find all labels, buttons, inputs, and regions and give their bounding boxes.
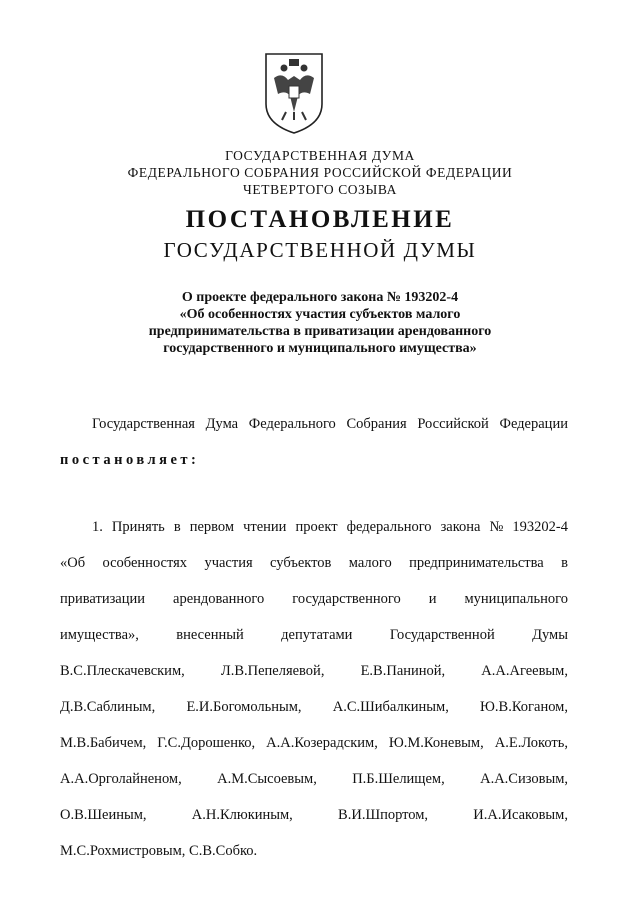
deputy-name: А.Н.Клюкиным, (191, 807, 293, 823)
org-line: ФЕДЕРАЛЬНОГО СОБРАНИЯ РОССИЙСКОЙ ФЕДЕРАЦИИ (127, 165, 513, 180)
document-title: ПОСТАНОВЛЕНИЕ (185, 206, 455, 233)
deputy-name: Д.В.Саблиным, (60, 699, 156, 715)
word: закона (440, 519, 481, 535)
subject-block (0, 289, 640, 357)
word: государственного (292, 591, 401, 607)
preamble-word: Федерации (499, 416, 568, 432)
para-line-1 (92, 519, 568, 536)
deputy-name: М.В.Бабичем, (60, 735, 147, 751)
subject-line: О проекте федерального закона № 193202-4 (181, 290, 459, 305)
word: чтении (243, 519, 287, 535)
document-subtitle: ГОСУДАРСТВЕННОЙ ДУМЫ (163, 238, 477, 262)
word: субъектов (270, 555, 332, 571)
deputy-name: А.Е.Локоть, (494, 735, 568, 751)
word: депутатами (281, 627, 353, 643)
preamble-word: Дума (205, 416, 239, 432)
deputy-name: А.А.Козерадским, (266, 735, 378, 751)
word: проект (295, 519, 338, 535)
org-line: ГОСУДАРСТВЕННАЯ ДУМА (225, 148, 415, 163)
word: 193202-4 (512, 519, 568, 535)
word: Государственной (389, 627, 495, 643)
deputy-name: Ю.М.Коневым, (388, 735, 484, 751)
word: в (173, 519, 181, 535)
para-line-9 (60, 807, 568, 824)
deputy-name: И.А.Исаковым, (473, 807, 568, 823)
para-line-3 (60, 591, 568, 608)
word: федерального (346, 519, 432, 535)
word: малого (348, 555, 392, 571)
para-line-8 (60, 771, 568, 788)
deputy-name: Е.И.Богомольным, (186, 699, 302, 715)
deputy-name: Г.С.Дорошенко, (157, 735, 256, 751)
word: приватизации (60, 591, 146, 607)
word: имущества», (60, 627, 139, 643)
deputy-name: А.А.Орголайненом, (60, 771, 182, 787)
deputy-name: Е.В.Паниной, (360, 663, 446, 679)
deputy-name: В.И.Шпортом, (338, 807, 429, 823)
para-line-4 (60, 627, 568, 644)
word: Думы (532, 627, 568, 643)
word: «Об (60, 555, 86, 571)
deputy-name: А.А.Агеевым, (481, 663, 568, 679)
subject-line: государственного и муниципального имущества» (163, 341, 477, 356)
deputy-name: Л.В.Пепеляевой, (220, 663, 325, 679)
word: № (489, 519, 504, 535)
word: муниципального (464, 591, 568, 607)
preamble-word: Российской (417, 416, 489, 432)
word: внесенный (176, 627, 244, 643)
preamble (92, 416, 568, 433)
para-line-10: М.С.Рохмистровым, С.В.Собко. (60, 843, 258, 859)
word: участия (204, 555, 253, 571)
resolves-label: постановляет: (60, 452, 200, 468)
word: Принять (111, 519, 165, 535)
word: предпринимательства (409, 555, 544, 571)
word: первом (189, 519, 235, 535)
preamble-word: Государственная (92, 416, 195, 432)
deputy-name: О.В.Шеиным, (60, 807, 147, 823)
deputy-name: А.А.Сизовым, (480, 771, 568, 787)
para-line-7 (60, 735, 568, 752)
word: в (561, 555, 568, 571)
subject-line: предпринимательства в приватизации арендованного (148, 324, 492, 339)
word: 1. (92, 519, 103, 535)
organization-header (0, 147, 640, 198)
para-line-6 (60, 699, 568, 716)
para-line-2 (60, 555, 568, 572)
deputy-name: А.М.Сысоевым, (217, 771, 317, 787)
org-line: ЧЕТВЕРТОГО СОЗЫВА (243, 182, 397, 197)
deputy-name: Ю.В.Коганом, (480, 699, 568, 715)
deputy-name: А.С.Шибалкиным, (332, 699, 449, 715)
word: арендованного (173, 591, 265, 607)
word: особенностях (102, 555, 188, 571)
deputy-name: П.Б.Шелищем, (352, 771, 445, 787)
word: и (428, 591, 437, 607)
preamble-word: Федерального (248, 416, 336, 432)
deputy-name: В.С.Плескачевским, (60, 663, 185, 679)
preamble-word: Собрания (346, 416, 407, 432)
coat-of-arms-icon (262, 50, 326, 136)
subject-line: «Об особенностях участия субъектов малого (179, 307, 461, 322)
para-line-5 (60, 663, 568, 680)
